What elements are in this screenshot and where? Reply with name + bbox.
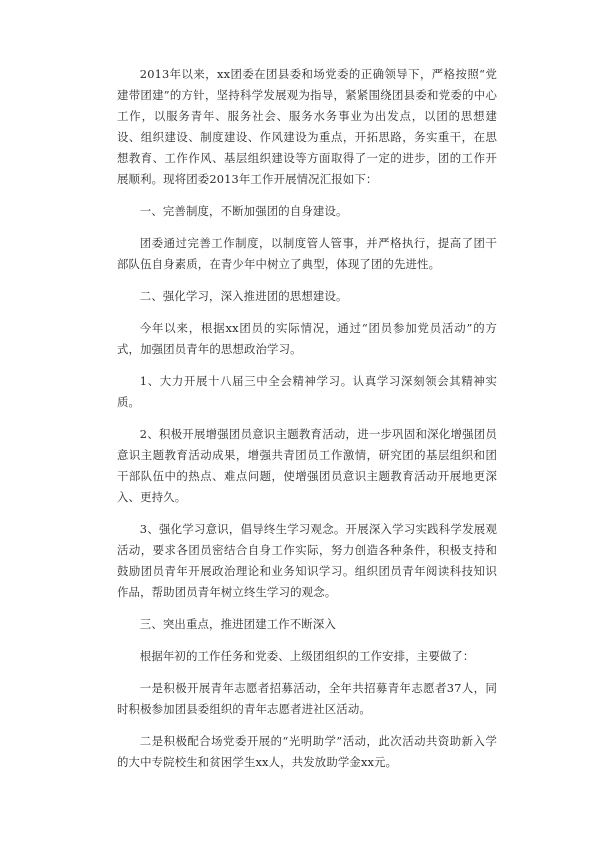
intro-paragraph: 2013年以来，xx团委在团县委和场党委的正确领导下，严格按照“党建带团建”的方针，坚持科学发展观为指导，紧紧围绕团县委和党委的中心工作，以服务青年、服务社会、服务水务事业为出发点，以团的思想建设、组织建设、制度建设、作风建设为重点，开拓思路，务实重干，在思想教育、工作作风、基层组织建设等方面取得了一定的进步，团的工作开展顺利。现将团委2013年工作开展情况汇报如下： <box>117 67 497 186</box>
section-3-item-1: 一是积极开展青年志愿者招募活动，全年共招募青年志愿者37人，同时积极参加团县委组织的青年志愿者进社区活动。 <box>117 681 497 716</box>
section-2-intro-paragraph: 今年以来，根据xx团员的实际情况，通过“团员参加党员活动”的方式，加强团员青年的思想政治学习。 <box>117 321 497 356</box>
section-heading-2: 二、强化学习，深入推进团的思想建设。 <box>139 289 348 303</box>
section-2-item-2: 2、积极开展增强团员意识主题教育活动，进一步巩固和深化增强团员意识主题教育活动成果，增强共青团员工作激情，研究团的基层组织和团干部队伍中的热点、难点问题，使增强团员意识主题教育活动开展地更深入、更持久。 <box>117 427 497 504</box>
section-2-item-3: 3、强化学习意识，倡导终生学习观念。开展深入学习实践科学发展观活动，要求各团员密结合自身工作实际，努力创造各种条件，积极支持和鼓励团员青年开展政治理论和业务知识学习。组织团员青年阅读科技知识作品，帮助团员青年树立终生学习的观念。 <box>117 522 497 599</box>
section-2-item-1: 1、大力开展十八届三中全会精神学习。认真学习深刻领会其精神实质。 <box>117 374 497 409</box>
section-3-item-2: 二是积极配合场党委开展的“光明助学”活动，此次活动共资助新入学的大中专院校生和贫困学生xx人，共发放助学金xx元。 <box>117 734 497 769</box>
section-3-intro-paragraph: 根据年初的工作任务和党委、上级团组织的工作安排，主要做了： <box>139 649 475 663</box>
document-body <box>117 64 497 784</box>
section-heading-1: 一、完善制度，不断加强团的自身建设。 <box>139 204 348 218</box>
section-1-paragraph: 团委通过完善工作制度，以制度管人管事，并严格执行，提高了团干部队伍自身素质，在青少年中树立了典型，体现了团的先进性。 <box>117 236 497 271</box>
section-heading-3: 三、突出重点，推进团建工作不断深入 <box>139 617 336 631</box>
